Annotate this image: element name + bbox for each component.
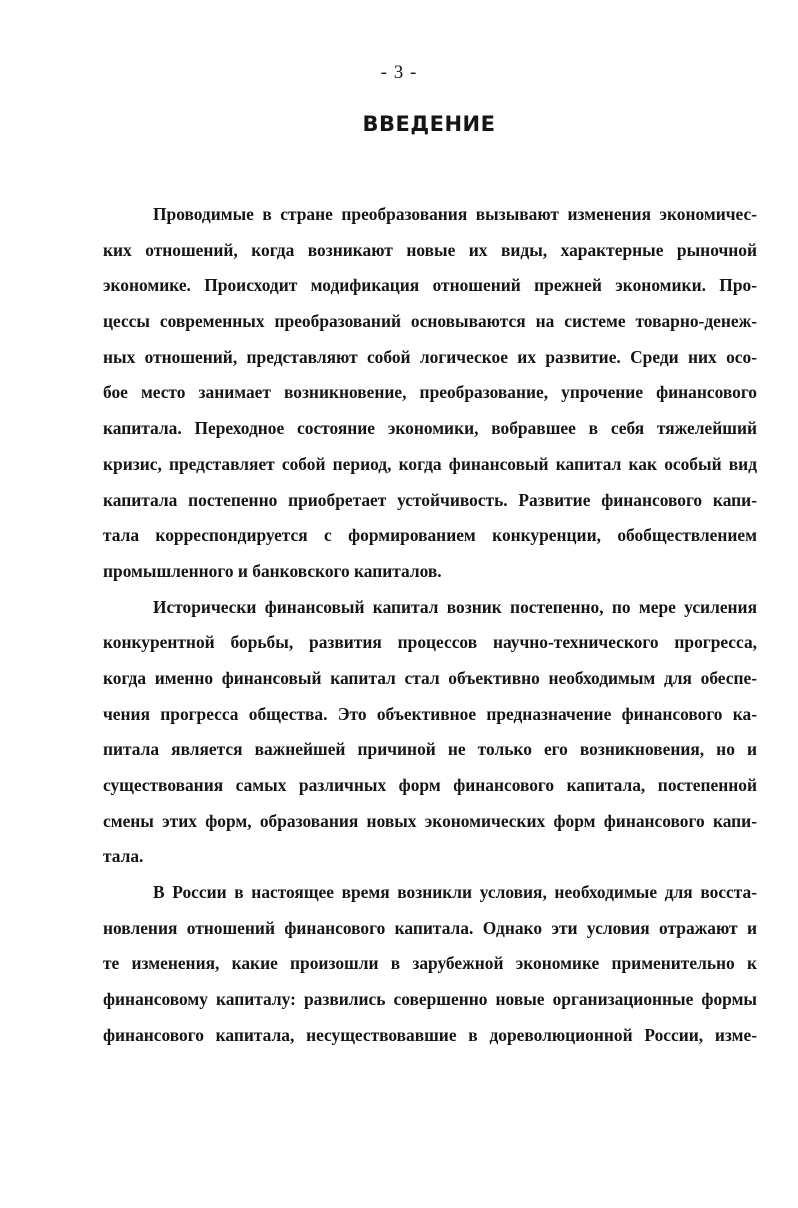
paragraph-1	[103, 202, 757, 595]
paragraph-3	[103, 880, 757, 1058]
paragraph-line: те изменения, какие произошли в зарубежной экономике применительно к	[103, 953, 757, 974]
paragraph-line: ких отношений, когда возникают новые их виды, характерные рыночной	[103, 239, 757, 260]
paragraph-line: питала является важнейшей причиной не только его возникновения, но и	[103, 739, 757, 760]
paragraph-line: Проводимые в стране преобразования вызывают изменения экономичес-	[153, 204, 757, 224]
paragraph-line: цессы современных преобразований основываются на системе товарно-денеж-	[103, 311, 757, 332]
paragraph-line: тала.	[103, 846, 144, 867]
paragraph-line: В России в настоящее время возникли условия, необходимые для восста-	[153, 882, 757, 903]
body-text	[103, 202, 757, 1059]
paragraph-line: Исторически финансовый капитал возник постепенно, по мере усиления	[153, 596, 757, 617]
page-title: ВВЕДЕНИЕ	[362, 112, 496, 136]
paragraph-line: новления отношений финансового капитала. Однако эти условия отражают и	[103, 917, 757, 938]
paragraph-line: когда именно финансовый капитал стал объективно необходимым для обеспе-	[103, 667, 757, 688]
paragraph-line: финансовому капиталу: развились совершенно новые организационные формы	[103, 989, 757, 1010]
paragraph-line: существования самых различных форм финансового капитала, постепенной	[103, 775, 757, 795]
paragraph-line: капитала. Переходное состояние экономики, вобравшее в себя тяжелейший	[103, 418, 757, 439]
paragraph-line: смены этих форм, образования новых экономических форм финансового капи-	[103, 810, 757, 831]
paragraph-2	[103, 595, 757, 881]
paragraph-line: конкурентной борьбы, развития процессов научно-технического прогресса,	[103, 632, 757, 653]
paragraph-line: экономике. Происходит модификация отношений прежней экономики. Про-	[103, 275, 757, 296]
page-number: - 3 -	[380, 62, 418, 83]
paragraph-line: чения прогресса общества. Это объективное предназначение финансового ка-	[103, 703, 757, 724]
paragraph-line: капитала постепенно приобретает устойчивость. Развитие финансового капи-	[103, 489, 757, 510]
paragraph-line: финансового капитала, несуществовавшие в дореволюционной России, изме-	[103, 1024, 757, 1045]
paragraph-line: бое место занимает возникновение, преобразование, упрочение финансового	[103, 382, 757, 403]
paragraph-line: промышленного и банковского капиталов.	[103, 560, 442, 581]
paragraph-line: ных отношений, представляют собой логическое их развитие. Среди них осо-	[103, 346, 757, 367]
paragraph-line: тала корреспондируется с формированием конкуренции, обобществлением	[103, 525, 757, 546]
paragraph-line: кризис, представляет собой период, когда финансовый капитал как особый вид	[103, 453, 757, 474]
